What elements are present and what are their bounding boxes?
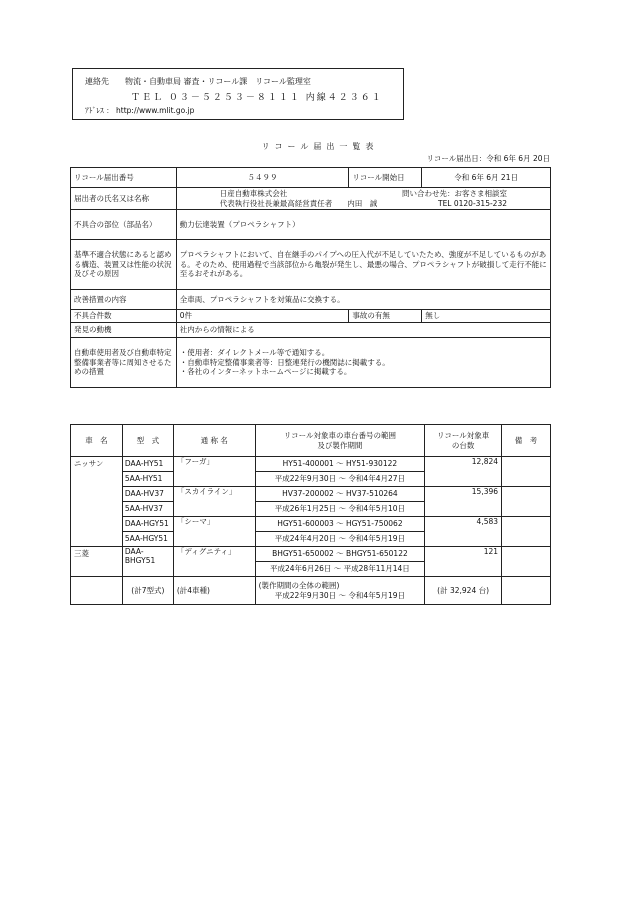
col-header-range: リコール対象車の車台番号の範囲 及び製作期間 — [255, 425, 425, 457]
remarks-cell — [502, 547, 551, 577]
remarks-cell — [502, 457, 551, 487]
model-type: 5AA-HV37 — [122, 502, 173, 517]
model-type: DAA-HGY51 — [122, 517, 173, 532]
contact-phone: ＴＥＬ ０３－５２５３－８１１１ 内線４２３６１ — [131, 93, 383, 103]
defect-description: プロペラシャフトにおいて、自在継手のパイプへの圧入代が不足していたため、強度が不足しているものがある。そのため、使用過程で当該部位から亀裂が発生し、最悪の場合、プロペラシャフトが破損して走行不能に至るおそれがある。 — [176, 240, 550, 290]
production-period: 平成22年9月30日 ～ 令和4年4月27日 — [255, 472, 425, 487]
model-type: DAA-HY51 — [122, 457, 173, 472]
contact-box — [72, 68, 404, 120]
total-blank — [71, 577, 123, 605]
start-date-label: リコール開始日 — [349, 168, 422, 188]
model-name: 「ディグニティ」 — [173, 547, 255, 577]
vin-range: HY51-400001 ～ HY51-930122 — [255, 457, 425, 472]
model-name: 「シーマ」 — [173, 517, 255, 547]
vehicle-count: 12,824 — [425, 457, 502, 487]
contact-department: 連絡先 物流・自動車局 審査・リコール課 リコール監理室 — [85, 77, 311, 86]
recall-info-table — [70, 167, 551, 388]
failures-label: 不具合件数 — [71, 310, 177, 323]
inquiry-contact: 問い合わせ先：お客さま相談室 — [402, 189, 507, 199]
failures-count: 0件 — [176, 310, 349, 323]
contact-address-link[interactable]: ｱﾄﾞﾚｽ ： http://www.mlit.go.jp — [85, 106, 195, 115]
production-period: 平成24年6月26日 ～ 平成28年11月14日 — [255, 562, 425, 577]
recall-no-label: リコール届出番号 — [71, 168, 177, 188]
discovery-label: 発見の動機 — [71, 323, 177, 338]
part-name: 動力伝達装置（プロペラシャフト） — [176, 210, 550, 240]
notify-item: ・自動車特定整備事業者等：日整連発行の機関誌に掲載する。 — [179, 357, 390, 367]
production-period: 平成24年4月20日 ～ 令和4年5月19日 — [255, 532, 425, 547]
remedy-label: 改善措置の内容 — [71, 290, 177, 310]
discovery: 社内からの情報による — [176, 323, 550, 338]
submitter-label: 届出者の氏名又は名称 — [71, 188, 177, 210]
model-name: 「スカイライン」 — [173, 487, 255, 517]
remedy: 全車両、プロペラシャフトを対策品に交換する。 — [176, 290, 550, 310]
start-date: 令和 6年 6月 21日 — [422, 168, 551, 188]
col-header-name: 通 称 名 — [173, 425, 255, 457]
vin-range: BHGY51-650002 ～ BHGY51-650122 — [255, 547, 425, 562]
remarks-cell — [502, 487, 551, 517]
submitter-representative: 代表執行役社長兼最高経営責任者 内田 誠 — [219, 198, 378, 208]
total-period-label: (製作期間の全体の範囲) — [258, 581, 340, 591]
page-title: リコール届出一覧表 — [261, 142, 379, 151]
accidents-label: 事故の有無 — [349, 310, 422, 323]
col-header-count: リコール対象車 の台数 — [425, 425, 502, 457]
total-period: (製作期間の全体の範囲) 平成22年9月30日 ～ 令和4年5月19日 — [255, 577, 425, 605]
total-names: (計4車種) — [173, 577, 255, 605]
col-header-type: 型 式 — [122, 425, 173, 457]
col-header-remarks: 備 考 — [502, 425, 551, 457]
vehicle-count: 15,396 — [425, 487, 502, 517]
notify-label: 自動車使用者及び自動車特定整備事業者等に周知させるための措置 — [71, 338, 177, 388]
accidents: 無し — [422, 310, 551, 323]
vehicle-table — [70, 424, 551, 605]
part-label: 不具合の部位（部品名） — [71, 210, 177, 240]
recall-no: ５４９９ — [176, 168, 349, 188]
model-type: DAA-HV37 — [122, 487, 173, 502]
submitter-company: 日産自動車株式会社 — [219, 189, 288, 199]
model-type: 5AA-HGY51 — [122, 532, 173, 547]
notify-item: ・各社のインターネットホームページに掲載する。 — [179, 367, 352, 377]
vin-range: HGY51-600003 ～ HGY51-750062 — [255, 517, 425, 532]
remarks-cell — [502, 517, 551, 547]
total-count: (計 32,924 台) — [425, 577, 502, 605]
vehicle-count: 4,583 — [425, 517, 502, 547]
production-period: 平成26年1月25日 ～ 令和4年5月10日 — [255, 502, 425, 517]
notify-item: ・使用者：ダイレクトメール等で通知する。 — [179, 348, 330, 358]
make-cell: ニッサン — [71, 457, 123, 547]
model-type: 5AA-HY51 — [122, 472, 173, 487]
model-name: 「フーガ」 — [173, 457, 255, 487]
make-cell: 三菱 — [71, 547, 123, 577]
defect-label: 基準不適合状態にあると認める構造、装置又は性能の状況及びその原因 — [71, 240, 177, 290]
remarks-cell — [502, 577, 551, 605]
submitter-cell — [176, 188, 550, 210]
vin-range: HV37-200002 ～ HV37-510264 — [255, 487, 425, 502]
submission-date: リコール届出日：令和 6年 6月 20日 — [426, 154, 550, 163]
inquiry-tel: TEL 0120-315-232 — [437, 198, 507, 208]
notify-measures — [176, 338, 550, 388]
vehicle-count: 121 — [425, 547, 502, 577]
total-types: (計7型式) — [122, 577, 173, 605]
model-type: DAA-BHGY51 — [122, 547, 173, 577]
col-header-make: 車 名 — [71, 425, 123, 457]
